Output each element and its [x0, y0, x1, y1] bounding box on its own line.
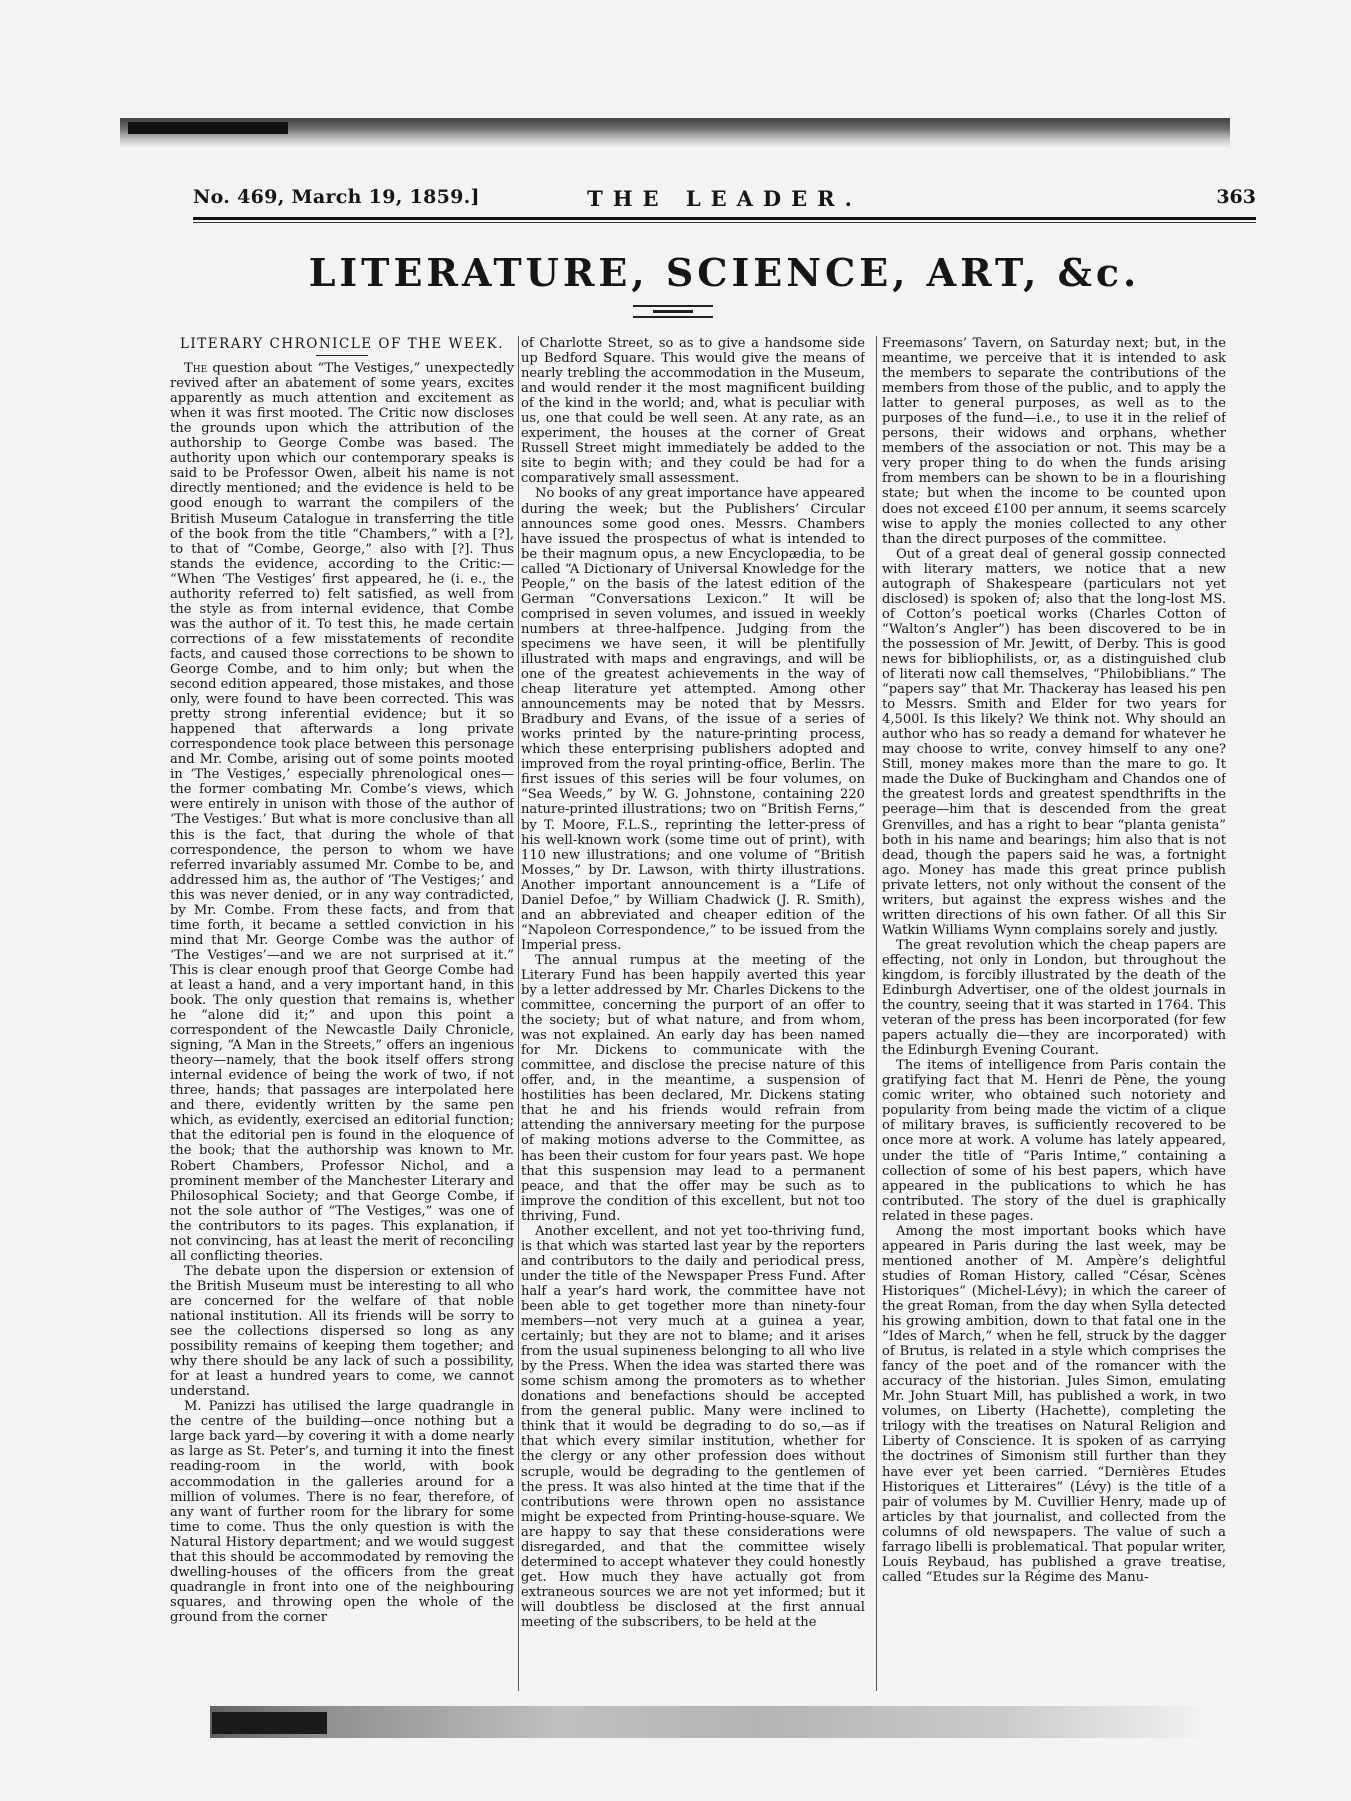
- paragraph: The debate upon the dispersion or extension of the British Museum must be interesting to all who are concerned for the welfare of that noble national institution. All its friends will be sorry to see the collections dispersed so long as any possibility remains of keeping them together; and why there should be any lack of such a possibility, for at least a hundred years to come, we cannot understand.: [170, 1263, 514, 1400]
- masthead-rule: [193, 217, 1256, 220]
- column-heading: LITERARY CHRONICLE OF THE WEEK.: [179, 336, 505, 352]
- page-number: 363: [1216, 186, 1256, 208]
- paragraph: The items of intelligence from Paris contain the gratifying fact that M. Henri de Pène, the young comic writer, who obtained such notoriety and popularity from being made the victim of a clique of military braves, is sufficiently recovered to be once more at work. A volume has lately appeared, under the title of “Paris Intime,” containing a collection of some of his best papers, which have appeared in the publications to which he has contributed. The story of the duel is graphically related in these pages.: [882, 1058, 1226, 1224]
- heading-rule: [316, 355, 368, 356]
- column-1: [170, 336, 514, 1696]
- ornament-rule: [633, 316, 713, 318]
- masthead: [193, 186, 1256, 216]
- paragraph: [170, 361, 514, 1264]
- ornament-rule: [633, 305, 713, 307]
- paragraph: M. Panizzi has utilised the large quadrangle in the centre of the building—once nothing but a large back yard—by covering it with a dome nearly as large as St. Peter’s, and turning it into the finest reading-room in the world, with book accommodation in the galleries around for a million of volumes. There is no fear, therefore, of any want of further room for the library for some time to come. Thus the only question is with the Natural History department; and we would suggest that this should be accommodated by removing the dwelling-houses of the officers from the great quadrangle in front into one of the neighbouring squares, and throwing open the whole of the ground from the corner: [170, 1399, 514, 1625]
- lead-in-word: The: [184, 361, 208, 377]
- ornament-rule: [653, 310, 693, 313]
- paragraph: The great revolution which the cheap papers are effecting, not only in London, but throughout the kingdom, is forcibly illustrated by the death of the Edinburgh Advertiser, one of the oldest journals in the country, seeing that it was started in 1764. This veteran of the press has been incorporated (for few papers actually die—they are incorporated) with the Edinburgh Evening Courant.: [882, 937, 1226, 1059]
- newspaper-name: THE LEADER.: [587, 186, 862, 211]
- paragraph: No books of any great importance have appeared during the week; but the Publishers’ Circular announces some good ones. Messrs. Chambers have issued the prospectus of what is intended to be their magnum opus, a new Encyclopædia, to be called “A Dictionary of Universal Knowledge for the People,” on the basis of the latest edition of the German “Conversations Lexicon.” It will be comprised in seven volumes, and issued in weekly numbers at three-halfpence. Judging from the specimens we have seen, it will be plentifully illustrated with maps and engravings, and will be one of the greatest achievements in the way of cheap literature yet attempted. Among other announcements may be noted that by Messrs. Bradbury and Evans, of the issue of a series of works printed by the nature-printing process, which these enterprising publishers adopted and improved from the royal printing-office, Berlin. The first issues of this series will be four volumes, on “Sea Weeds,” by W. G. Johnstone, containing 220 nature-printed illustrations; two on “British Ferns,” by T. Moore, F.L.S., reprinting the letter-press of his well-known work (some time out of print), with 110 new illustrations; and one volume of “British Mosses,” by Dr. Lawson, with thirty illustrations. Another important announcement is a “Life of Daniel Defoe,” by William Chadwick (J. R. Smith), and an abbreviated and cheaper edition of the “Napoleon Correspondence,” to be issued from the Imperial press.: [521, 486, 865, 953]
- column-divider: [518, 336, 519, 1691]
- paragraph: Freemasons’ Tavern, on Saturday next; but, in the meantime, we perceive that it is intended to ask the members to separate the contributions of the members from those of the public, and to apply the latter to general purposes, as well as to the purposes of the fund—i.e., to use it in the relief of persons, their widows and orphans, whether members of the association or not. This may be a very proper thing to do when the funds arising from members can be shown to be in a flourishing state; but when the income to be counted upon does not exceed £100 per annum, it seems scarcely wise to apply the monies collected to any other than the direct purposes of the committee.: [882, 336, 1226, 547]
- paragraph: Among the most important books which have appeared in Paris during the last week, may be mentioned another of M. Ampère’s delightful studies of Roman History, called “César, Scènes Historiques” (Michel-Lévy); in which the career of the great Roman, from the day when Sylla detected his growing ambition, down to that fatal one in the “Ides of March,” when he fell, struck by the dagger of Brutus, is related in a style which comprises the fancy of the poet and of the romancer with the accuracy of the historian. Jules Simon, emulating Mr. John Stuart Mill, has published a work, in two volumes, on Liberty (Hachette), completing the trilogy with the treatises on Natural Religion and Liberty of Conscience. It is spoken of as carrying the doctrines of Simonism still further than they have ever yet been carried. “Dernières Etudes Historiques et Litteraires” (Lévy) is the title of a pair of volumes by M. Cuvillier Henry, made up of articles by that journalist, and collected from the columns of old newspapers. The value of such a farrago libelli is problematical. That popular writer, Louis Reybaud, has published a grave treatise, called “Etudes sur la Régime des Manu-: [882, 1223, 1226, 1585]
- masthead-rule-thin: [193, 222, 1256, 223]
- paragraph: The annual rumpus at the meeting of the Literary Fund has been happily averted this year by a letter addressed by Mr. Charles Dickens to the committee, concerning the purport of an offer to the society; but of what nature, and from whom, was not explained. An early day has been named for Mr. Dickens to communicate with the committee, and disclose the precise nature of this offer, and, in the meantime, a suspension of hostilities has been declared, Mr. Dickens stating that he and his friends would refrain from attending the anniversary meeting for the purpose of making motions adverse to the Committee, as has been their custom for four years past. We hope that this suspension may lead to a permanent peace, and that the offer may be such as to improve the condition of this excellent, but not too thriving, Fund.: [521, 952, 865, 1224]
- scan-edge-bottom-blot: [212, 1712, 327, 1734]
- column-divider: [876, 336, 877, 1691]
- section-title: LITERATURE, SCIENCE, ART, &c.: [308, 250, 1141, 295]
- column-2: [521, 336, 865, 1696]
- paragraph: Another excellent, and not yet too-thriving fund, is that which was started last year by the reporters and contributors to the daily and periodical press, under the title of the Newspaper Press Fund. After half a year’s hard work, the committee have not been able to get together more than ninety-four members—not very much at a guinea a year, certainly; but they are not to blame; and it arises from the usual supineness belonging to all who live by the Press. When the idea was started there was some schism among the promoters as to whether donations and benefactions should be accepted from the general public. Many were inclined to think that it would be degrading to do so,—as if that which every similar institution, whether for the clergy or any other profession does without scruple, would be degrading to the gentlemen of the press. It was also hinted at the time that if the contributions were thrown open no assistance might be expected from Printing-house-square. We are happy to say that these considerations were disregarded, and that the committee wisely determined to accept whatever they could honestly get. How much they have actually got from extraneous sources we are not yet informed; but it will doubtless be disclosed at the first annual meeting of the subscribers, to be held at the: [521, 1223, 865, 1630]
- scan-edge-top-blot: [128, 122, 288, 134]
- paragraph: Out of a great deal of general gossip connected with literary matters, we notice that a new autograph of Shakespeare (particulars not yet disclosed) is spoken of; also that the long-lost MS. of Cotton’s poetical works (Charles Cotton of “Walton’s Angler”) has been discovered to be in the possession of Mr. Jewitt, of Derby. This is good news for bibliophilists, or, as a distinguished club of literati now call themselves, “Philobiblians.” The “papers say” that Mr. Thackeray has leased his pen to Messrs. Smith and Elder for two years for 4,500l. Is this likely? We think not. Why should an author who has so ready a demand for whatever he may choose to write, convey himself to any one? Still, money makes more than the mare to go. It made the Duke of Buckingham and Chandos one of the greatest lords and greatest spendthrifts in the peerage—him that is descended from the great Grenvilles, and has a right to bear “planta genista” both in his name and bearings; him also that is not dead, though the papers said he was, a fortnight ago. Money has made this great prince publish private letters, not only without the consent of the writers, but against the express wishes and the written directions of his own father. Of all this Sir Watkin Williams Wynn complains sorely and justly.: [882, 546, 1226, 938]
- issue-date: No. 469, March 19, 1859.]: [193, 186, 480, 208]
- paragraph: of Charlotte Street, so as to give a handsome side up Bedford Square. This would give the means of nearly trebling the accommodation in the Museum, and would render it the most magnificent building of the kind in the world; and, what is peculiar with us, one that could be well seen. At any rate, as an experiment, the houses at the corner of Great Russell Street might immediately be added to the site to begin with; and they could be had for a comparatively small assessment.: [521, 336, 865, 487]
- scan-edge-bottom: [210, 1706, 1210, 1738]
- paragraph-text: question about “The Vestiges,” unexpectedly revived after an abatement of some years, excites apparently as much attention and excitement as when it was first mooted. The Critic now discloses the grounds upon which the attribution of the authorship to George Combe was based. The authority upon which our contemporary speaks is said to be Professor Owen, albeit his name is not directly mentioned; and the evidence is held to be good enough to warrant the compilers of the British Museum Catalogue in transferring the title of the book from the title “Chambers,” with a [?], to that of “Combe, George,” also with [?]. Thus stands the evidence, according to the Critic:— “When ‘The Vestiges’ first appeared, he (i. e., the authority referred to) felt satisfied, as well from the style as from internal evidence, that Combe was the author of it. To test this, he made certain corrections of a few misstatements of recondite facts, and caused those corrections to be shown to George Combe, and to him only; but when the second edition appeared, those mistakes, and those only, were found to have been corrected. This was pretty strong inferential evidence; but it so happened that afterwards a long private correspondence took place between this personage and Mr. Combe, arising out of some points mooted in ‘The Vestiges,’ especially phrenological ones—the former combating Mr. Combe’s views, which were entirely in unison with those of the author of ‘The Vestiges.’ But what is more conclusive than all this is the fact, that during the whole of that correspondence, the person to whom we have referred invariably assumed Mr. Combe to be, and addressed him as, the author of ‘The Vestiges;’ and this was never denied, or in any way contradicted, by Mr. Combe. From these facts, and from that time forth, it became a settled conviction in his mind that Mr. George Combe was the author of ‘The Vestiges’—and we are not surprised at it.” This is clear enough proof that George Combe had at least a hand, and a very important hand, in this book. The only question that remains is, whether he “alone did it;” and upon this point a correspondent of the Newcastle Daily Chronicle, signing, “A Man in the Streets,” offers an ingenious theory—namely, that the book itself offers strong internal evidence of being the work of two, if not three, hands; that passages are interpolated here and there, evidently written by the same pen which, as evidently, exercised an editorial function; that the editorial pen is found in the eloquence of the book; that the authorship was known to Mr. Robert Chambers, Professor Nichol, and a prominent member of the Manchester Literary and Philosophical Society; and that George Combe, if not the sole author of “The Vestiges,” was one of the contributors to its pages. This explanation, if not convincing, has at least the merit of reconciling all conflicting theories.: [170, 361, 514, 1264]
- column-3: [882, 336, 1226, 1696]
